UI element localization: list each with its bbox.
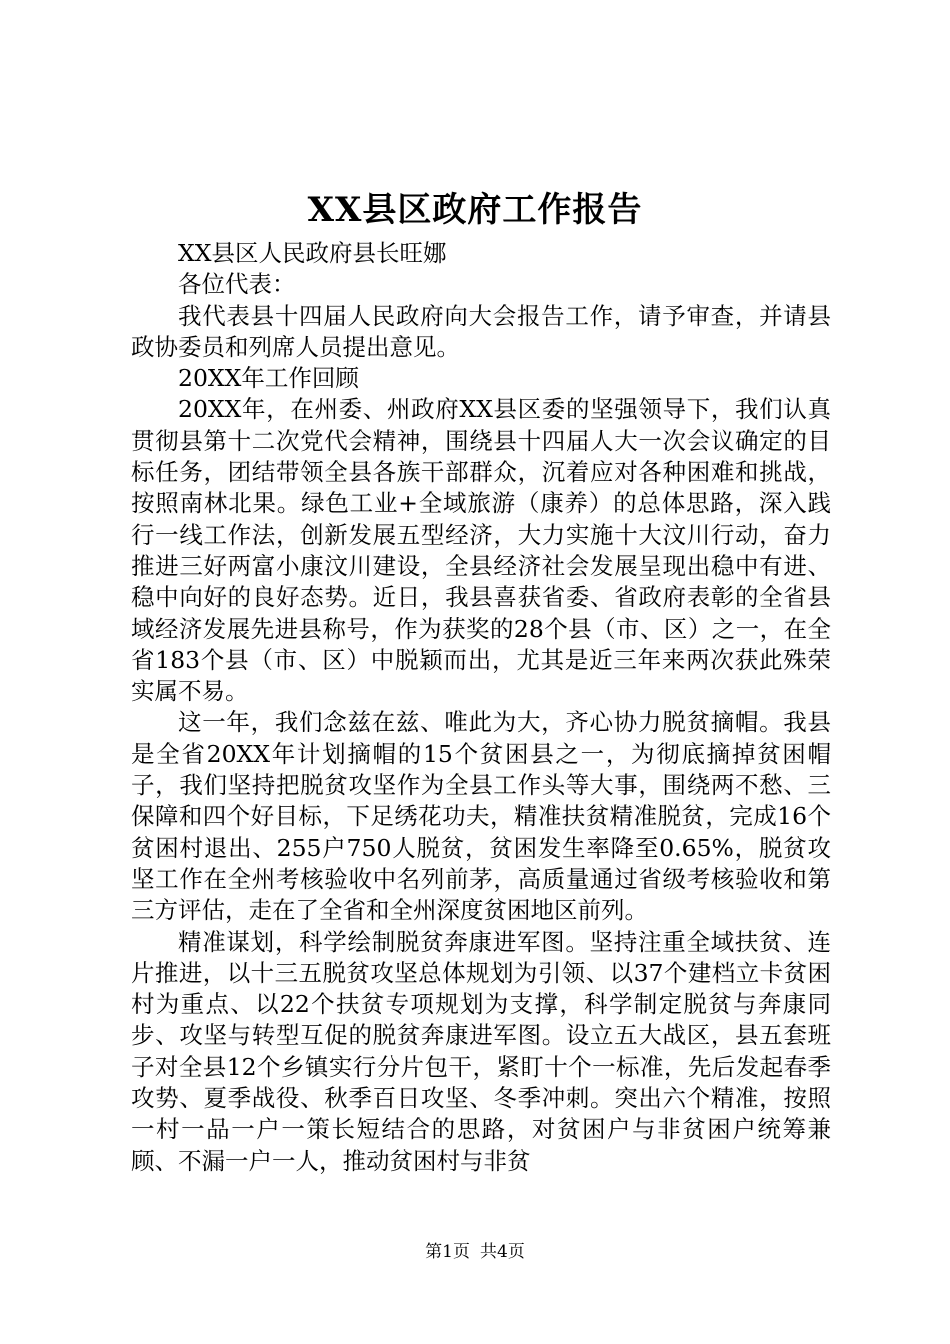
author-line: XX县区人民政府县长旺娜 — [178, 239, 447, 267]
section-heading: 20XX年工作回顾 — [178, 364, 359, 393]
page-footer — [0, 1240, 950, 1264]
body-paragraph: 精准谋划，科学绘制脱贫奔康进军图。坚持注重全域扶贫、连片推进，以十三五脱贫攻坚总体规划为引领、以37个建档立卡贫困村为重点、以22个扶贫专项规划为支撑，科学制定脱贫与奔康同步、攻坚与转型互促的脱贫奔康进军图。设立五大战区，县五套班子对全县12个乡镇实行分片包干，紧盯十个一标准，先后发起春季攻势、夏季战役、秋季百日攻坚、冬季冲刺。突出六个精准，按照一村一品一户一策长短结合的思路，对贫困户与非贫困户统筹兼顾、不漏一户一人，推动贫困村与非贫 — [131, 927, 831, 1175]
body-paragraph: 我代表县十四届人民政府向大会报告工作，请予审查，并请县政协委员和列席人员提出意见。 — [131, 301, 831, 361]
body-paragraph: 20XX年，在州委、州政府XX县区委的坚强领导下，我们认真贯彻县第十二次党代会精神，围绕县十四届人大一次会议确定的目标任务，团结带领全县各族干部群众，沉着应对各种困难和挑战，按照南林北果。绿色工业+全域旅游（康养）的总体思路，深入践行一线工作法，创新发展五型经济，大力实施十大汶川行动，奋力推进三好两富小康汶川建设，全县经济社会发展呈现出稳中有进、稳中向好的良好态势。近日，我县喜获省委、省政府表彰的全省县域经济发展先进县称号，作为获奖的28个县（市、区）之一，在全省183个县（市、区）中脱颖而出，尤其是近三年来两次获此殊荣实属不易。 — [131, 395, 831, 706]
document-body — [131, 238, 831, 1177]
document-title: XX县区政府工作报告 — [307, 190, 643, 230]
page-number: 第1页 — [425, 1242, 470, 1262]
page-total: 共4页 — [480, 1242, 525, 1262]
body-paragraph: 这一年，我们念兹在兹、唯此为大，齐心协力脱贫摘帽。我县是全省20XX年计划摘帽的15个贫困县之一，为彻底摘掉贫困帽子，我们坚持把脱贫攻坚作为全县工作头等大事，围绕两不愁、三保障和四个好目标，下足绣花功夫，精准扶贫精准脱贫，完成16个贫困村退出、255户750人脱贫，贫困发生率降至0.65%，脱贫攻坚工作在全州考核验收中名列前茅，高质量通过省级考核验收和第三方评估，走在了全省和全州深度贫困地区前列。 — [131, 708, 831, 925]
salutation: 各位代表： — [178, 270, 296, 299]
